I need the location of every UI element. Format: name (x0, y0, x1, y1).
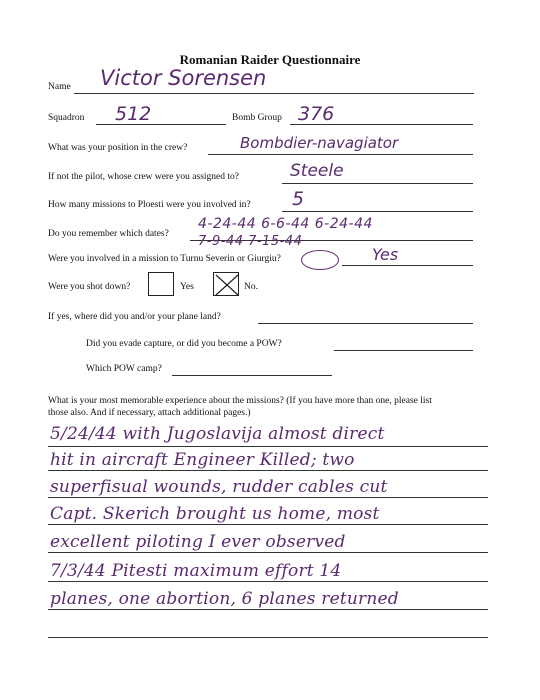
pow-camp-line[interactable] (172, 375, 332, 376)
missions-line (282, 211, 473, 212)
shot-down-yes-label: Yes (180, 282, 194, 292)
experience-label-line2: those also. And if necessary, attach additional pages.) (48, 408, 251, 418)
squadron-label: Squadron (48, 113, 85, 123)
evade-line[interactable] (334, 350, 473, 351)
story-rule-2 (48, 470, 488, 471)
evade-label: Did you evade capture, or did you become a POW? (86, 339, 282, 349)
pilot-value[interactable]: Steele (290, 161, 344, 181)
name-value[interactable]: Victor Sorensen (100, 66, 267, 90)
shot-down-yes-checkbox[interactable] (148, 272, 174, 296)
story-rule-7 (48, 609, 488, 610)
position-value[interactable]: Bombdier-navagiator (240, 134, 399, 152)
bomb-group-label: Bomb Group (232, 113, 282, 123)
story-text-line-5[interactable]: excellent piloting I ever observed (50, 532, 346, 552)
pilot-label: If not the pilot, whose crew were you assigned to? (48, 172, 240, 182)
turnu-label: Were you involved in a mission to Turnu Severin or Giurgiu? (48, 254, 281, 264)
checkmark-x-icon (214, 273, 240, 297)
land-label: If yes, where did you and/or your plane land? (48, 312, 221, 322)
bomb-group-value[interactable]: 376 (298, 103, 335, 125)
missions-value[interactable]: 5 (292, 188, 305, 210)
name-line (74, 93, 474, 94)
position-line (208, 154, 473, 155)
story-text-line-3[interactable]: superfisual wounds, rudder cables cut (50, 477, 388, 497)
pow-camp-label: Which POW camp? (86, 364, 162, 374)
shot-down-no-label: No. (244, 282, 258, 292)
story-rule-5 (48, 552, 488, 553)
giurgiu-circle-mark (301, 250, 339, 270)
missions-label: How many missions to Ploesti were you involved in? (48, 200, 251, 210)
name-label: Name (48, 82, 71, 92)
story-rule-8 (48, 637, 488, 638)
dates-value-line1[interactable]: 4-24-44 6-6-44 6-24-44 (198, 216, 373, 232)
turnu-value[interactable]: Yes (372, 245, 399, 264)
story-text-line-1[interactable]: 5/24/44 with Jugoslavija almost direct (50, 424, 385, 444)
story-rule-1 (48, 446, 488, 447)
turnu-line (342, 265, 473, 266)
story-text-line-6[interactable]: 7/3/44 Pitesti maximum effort 14 (50, 561, 342, 581)
story-rule-4 (48, 524, 488, 525)
land-line[interactable] (258, 323, 473, 324)
position-label: What was your position in the crew? (48, 143, 188, 153)
experience-label-line1: What is your most memorable experience about the missions? (If you have more than one, please list (48, 396, 432, 406)
shot-down-label: Were you shot down? (48, 282, 131, 292)
story-rule-3 (48, 497, 488, 498)
story-text-line-4[interactable]: Capt. Skerich brought us home, most (50, 504, 380, 524)
story-text-line-2[interactable]: hit in aircraft Engineer Killed; two (50, 450, 355, 470)
dates-label: Do you remember which dates? (48, 229, 169, 239)
story-rule-6 (48, 581, 488, 582)
story-text-line-7[interactable]: planes, one abortion, 6 planes returned (50, 589, 399, 609)
form-title: Romanian Raider Questionnaire (179, 52, 361, 67)
shot-down-no-checkbox[interactable] (213, 272, 239, 296)
squadron-value[interactable]: 512 (115, 103, 152, 125)
pilot-line (282, 183, 473, 184)
dates-value-line2[interactable]: 7-9-44 7-15-44 (198, 234, 303, 249)
